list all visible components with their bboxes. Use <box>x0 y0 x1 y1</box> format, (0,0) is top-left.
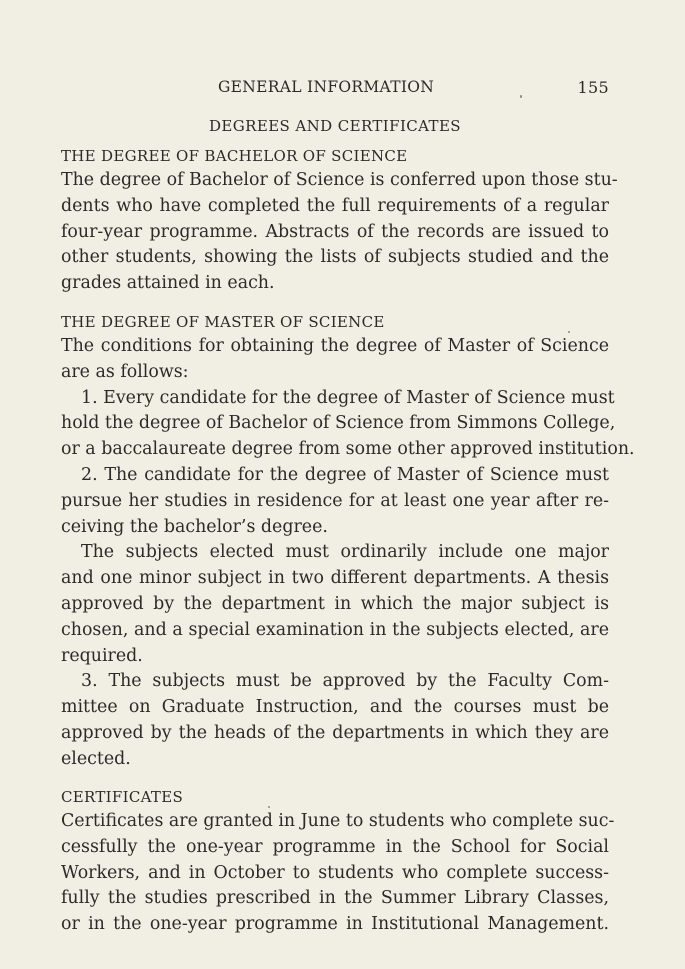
section-title: DEGREES AND CERTIFICATES <box>209 117 461 135</box>
book-page <box>61 0 635 969</box>
text-line: The conditions for obtaining the degree of Master of Science <box>61 336 609 356</box>
text-line: required. <box>61 645 143 666</box>
master-paragraphs <box>61 334 635 773</box>
paper-speck <box>568 331 570 333</box>
text-line: 2. The candidate for the degree of Master of Science must <box>81 464 609 485</box>
text-line: or in the one-year programme in Institutional Management. <box>61 914 609 935</box>
text-line: and one minor subject in two different departments. A thesis <box>61 568 609 589</box>
certificates-paragraph <box>61 809 615 938</box>
text-line: ceiving the bachelor’s degree. <box>61 516 328 537</box>
running-head <box>61 78 609 100</box>
paper-speck <box>520 95 522 98</box>
text-line: chosen, and a special examination in the subjects elected, are <box>61 619 609 640</box>
text-line: other students, showing the lists of subjects studied and the <box>61 247 609 268</box>
certificates-heading: CERTIFICATES <box>61 788 184 806</box>
text-line: hold the degree of Bachelor of Science from Simmons College, <box>61 413 616 434</box>
text-line: or a baccalaureate degree from some other approved institution. <box>61 439 635 460</box>
text-line: 3. The subjects must be approved by the Faculty Com- <box>81 671 609 692</box>
text-line: Workers, and in October to students who complete success- <box>61 862 609 883</box>
text-line: The subjects elected must ordinarily include one major <box>81 542 609 563</box>
page-number: 155 <box>577 78 609 97</box>
text-line: pursue her studies in residence for at least one year after re- <box>61 490 609 511</box>
text-line: cessfully the one-year programme in the School for Social <box>61 836 609 857</box>
running-title: GENERAL INFORMATION <box>218 78 435 96</box>
paper-speck <box>268 806 270 808</box>
bachelor-paragraph <box>61 168 618 297</box>
text-line: dents who have completed the full requirements of a regular <box>61 195 609 216</box>
bachelor-heading: THE DEGREE OF BACHELOR OF SCIENCE <box>61 147 408 165</box>
text-line: mittee on Graduate Instruction, and the courses must be <box>61 697 609 718</box>
master-heading: THE DEGREE OF MASTER OF SCIENCE <box>61 313 385 331</box>
text-line: four-year programme. Abstracts of the records are issued to <box>61 221 609 242</box>
text-line: Certificates are granted in June to students who complete suc- <box>61 811 615 831</box>
text-line: approved by the heads of the departments in which they are <box>61 722 609 743</box>
text-line: The degree of Bachelor of Science is conferred upon those stu- <box>61 170 618 190</box>
text-line: approved by the department in which the major subject is <box>61 593 609 614</box>
text-line: grades attained in each. <box>61 273 275 294</box>
text-line: elected. <box>61 748 131 769</box>
text-line: 1. Every candidate for the degree of Master of Science must <box>81 387 615 408</box>
text-line: fully the studies prescribed in the Summer Library Classes, <box>61 888 609 909</box>
text-line: are as follows: <box>61 361 189 382</box>
